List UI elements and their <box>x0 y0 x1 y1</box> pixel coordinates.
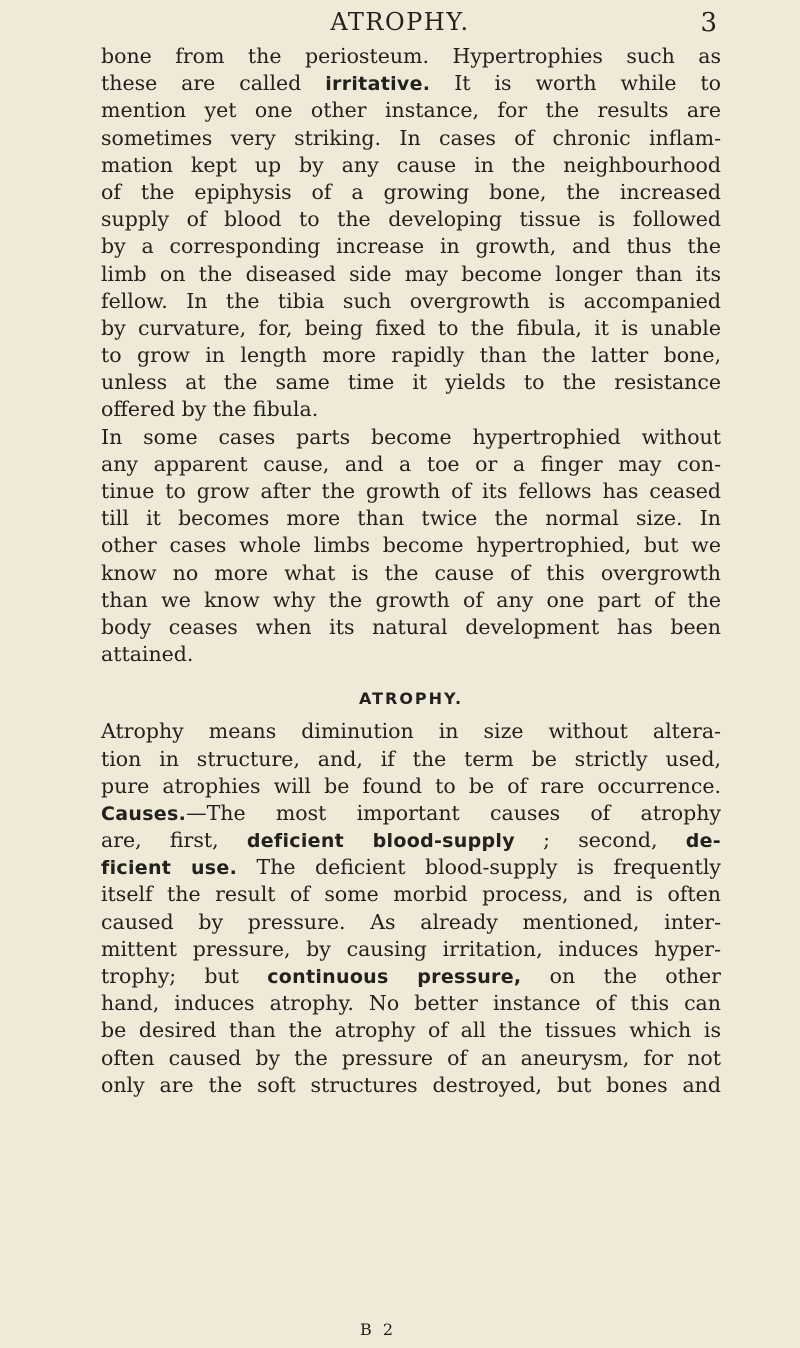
text-run: unless at the same time it yields to the resistance <box>101 370 721 395</box>
text-line <box>101 800 721 827</box>
text-line <box>101 854 721 881</box>
text-run: It is worth while to <box>430 71 722 96</box>
text-run: bone from the periosteum. Hypertrophies such as <box>101 44 721 68</box>
text-line <box>101 746 721 773</box>
text-run: fellow. In the tibia such overgrowth is accompanied <box>101 288 721 313</box>
text-run: pure atrophies will be found to be of rare occurrence. <box>101 773 721 798</box>
bold-term: ficient use. <box>101 857 238 880</box>
text-run: trophy; but <box>101 964 268 988</box>
text-run: attained. <box>101 642 194 667</box>
text-line <box>101 152 721 179</box>
text-run: only are the soft structures destroyed, but bones and <box>101 1072 721 1097</box>
text-line <box>101 342 721 369</box>
text-line <box>101 451 721 478</box>
text-run: mittent pressure, by causing irritation, induces hyper- <box>101 936 721 961</box>
signature-mark-text: B 2 <box>359 1320 397 1339</box>
text-line <box>101 505 721 532</box>
text-line <box>101 881 721 908</box>
text-run: to grow in length more rapidly than the latter bone, <box>101 343 721 368</box>
text-run: by a corresponding increase in growth, and thus the <box>101 234 721 259</box>
text-line <box>101 936 721 963</box>
text-run: mention yet one other instance, for the results are <box>101 98 721 123</box>
text-run: body ceases when its natural development has been <box>101 614 721 639</box>
bold-term: de- <box>685 830 721 853</box>
text-run: Atrophy means diminution in size without altera- <box>101 719 721 744</box>
text-line <box>101 773 721 800</box>
text-line <box>101 532 721 559</box>
text-line <box>101 1017 721 1044</box>
section-heading-atrophy: ATROPHY. <box>358 689 464 709</box>
text-line <box>101 206 721 233</box>
text-line <box>101 261 721 288</box>
text-line <box>101 1072 721 1099</box>
bold-term: Causes. <box>101 802 187 825</box>
text-run: itself the result of some morbid process, and is often <box>101 882 721 907</box>
text-line <box>101 97 721 124</box>
text-run: mation kept up by any cause in the neighbourhood <box>101 152 721 177</box>
paragraph-atrophy-definition <box>101 718 721 1099</box>
text-run: these are called <box>101 71 326 96</box>
text-run: In some cases parts become hypertrophied without <box>101 424 721 449</box>
text-line <box>101 641 721 668</box>
text-line <box>101 424 721 451</box>
text-run: hand, induces atrophy. No better instance of this can <box>101 991 721 1016</box>
text-line <box>101 125 721 152</box>
text-line <box>101 718 721 745</box>
text-run: of the epiphysis of a growing bone, the increased <box>101 179 721 204</box>
text-run: tinue to grow after the growth of its fellows has ceased <box>101 479 721 503</box>
bold-term: deficient blood-supply <box>246 830 515 853</box>
text-run: other cases whole limbs become hypertrophied, but we <box>101 533 721 558</box>
text-line <box>101 233 721 260</box>
text-line <box>101 288 721 315</box>
text-run: are, first, <box>101 828 247 853</box>
paragraph-hypertrophy-unknown-cause <box>101 424 721 669</box>
running-head <box>0 6 800 40</box>
paragraph-hypertrophy-irritative <box>101 43 721 424</box>
text-line <box>101 614 721 641</box>
text-run: on the other <box>521 964 721 988</box>
text-run: The deficient blood-supply is frequently <box>237 855 721 880</box>
text-line <box>101 369 721 396</box>
text-line <box>101 478 721 505</box>
text-line <box>101 43 721 70</box>
text-line <box>101 396 721 423</box>
text-run: caused by pressure. As already mentioned, inter- <box>101 909 721 934</box>
text-line <box>101 1045 721 1072</box>
text-run: ; second, <box>514 828 686 853</box>
body-text <box>101 43 721 1099</box>
text-line <box>101 963 721 990</box>
text-run: offered by the fibula. <box>101 397 319 422</box>
text-run: than we know why the growth of any one part of the <box>101 587 721 612</box>
text-line <box>101 70 721 97</box>
text-run: by curvature, for, being fixed to the fibula, it is unable <box>101 315 721 340</box>
running-title: ATROPHY. <box>330 8 470 36</box>
bold-term: continuous pressure, <box>267 966 522 988</box>
text-line <box>101 587 721 614</box>
text-run: often caused by the pressure of an aneurysm, for not <box>101 1045 721 1070</box>
text-run: —The most important causes of atrophy <box>186 800 721 825</box>
text-line <box>101 827 721 854</box>
text-run: till it becomes more than twice the normal size. In <box>101 506 721 531</box>
text-run: tion in structure, and, if the term be strictly used, <box>101 746 721 771</box>
text-run: supply of blood to the developing tissue is followed <box>101 207 721 232</box>
text-run: know no more what is the cause of this overgrowth <box>101 560 721 585</box>
text-run: limb on the diseased side may become longer than its <box>101 261 721 286</box>
text-line <box>101 179 721 206</box>
text-line <box>101 560 721 587</box>
text-line <box>101 990 721 1017</box>
bold-term: irritative. <box>325 73 431 96</box>
text-run: sometimes very striking. In cases of chronic inflam- <box>101 125 721 150</box>
text-run: be desired than the atrophy of all the tissues which is <box>101 1018 721 1043</box>
page-number: 3 <box>700 8 717 38</box>
signature-mark <box>0 1320 800 1339</box>
text-run: any apparent cause, and a toe or a finger may con- <box>101 451 721 476</box>
text-line <box>101 909 721 936</box>
text-line <box>101 315 721 342</box>
